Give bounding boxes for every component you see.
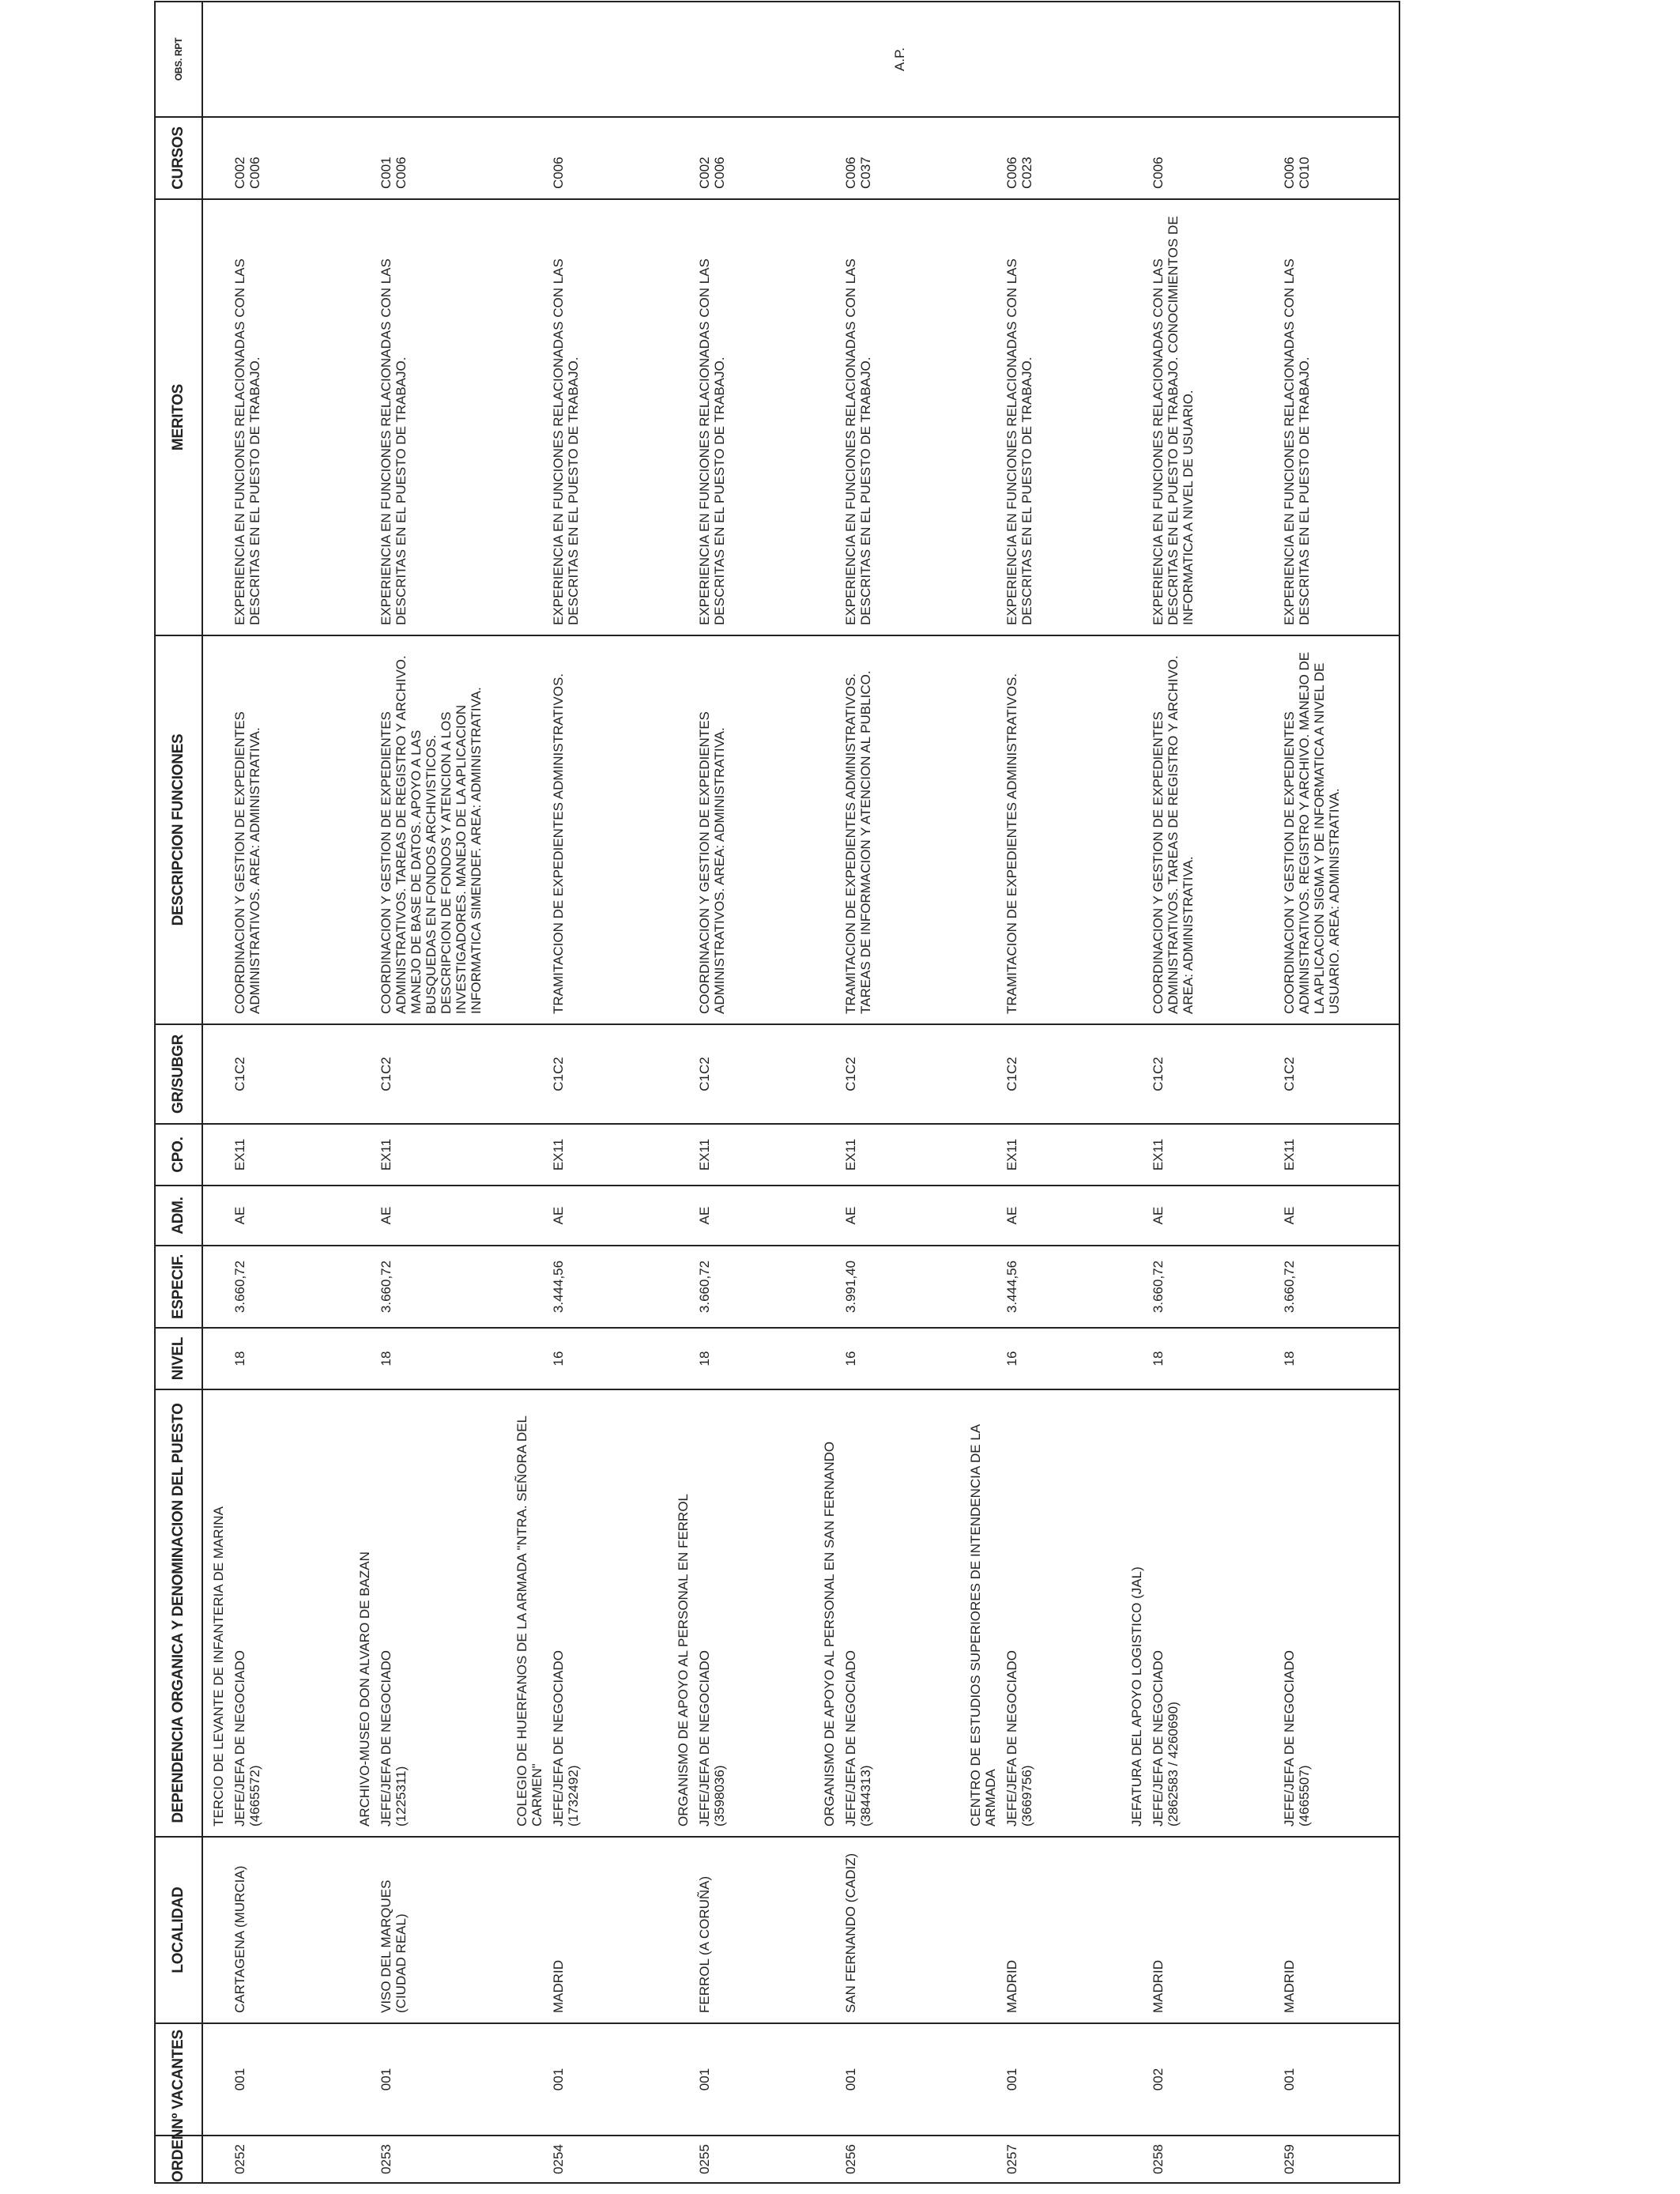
puesto-name: JEFE/JEFA DE NEGOCIADO [232, 1650, 247, 1826]
table-row [694, 2, 814, 2183]
especif-cell: 3.660,72 [694, 1246, 814, 1328]
empty-cell [507, 199, 548, 635]
puesto-cell [1001, 1389, 1121, 1837]
descripcion-cell: TRAMITACION DE EXPEDIENTES ADMINISTRATIVOS. TAREAS DE INFORMACION Y ATENCION AL PUBLICO. [840, 635, 960, 1024]
empty-cell [960, 199, 1001, 635]
header-localidad: LOCALIDAD [155, 1837, 202, 2023]
localidad-cell: VISO DEL MARQUES (CIUDAD REAL) [375, 1837, 507, 2023]
empty-cell [1121, 1024, 1147, 1124]
cursos-cell: C006 C023 [1001, 117, 1121, 199]
adm-cell: AE [840, 1186, 960, 1246]
vacantes-cell: 001 [1001, 2023, 1121, 2136]
group-row [349, 2, 375, 2183]
obs-cell [1147, 2, 1268, 117]
cursos-cell: C006 C037 [840, 117, 960, 199]
empty-cell [1268, 199, 1279, 635]
empty-cell [1268, 2136, 1279, 2183]
group-row [1121, 2, 1147, 2183]
puesto-name: JEFE/JEFA DE NEGOCIADO [1151, 1650, 1166, 1826]
adm-cell: AE [1279, 1186, 1399, 1246]
empty-cell [960, 1246, 1001, 1328]
especif-cell: 3.444,56 [1001, 1246, 1121, 1328]
grsubgr-cell: C1C2 [229, 1024, 349, 1124]
empty-cell [668, 1024, 694, 1124]
puesto-name: JEFE/JEFA DE NEGOCIADO [1282, 1650, 1297, 1826]
grsubgr-cell: C1C2 [840, 1024, 960, 1124]
puesto-cell [840, 1389, 960, 1837]
localidad-cell: MADRID [1147, 1837, 1268, 2023]
especif-cell: 3.660,72 [1279, 1246, 1399, 1328]
empty-cell [1121, 2136, 1147, 2183]
empty-cell [668, 2, 694, 117]
empty-cell [668, 117, 694, 199]
puesto-code: (1732492) [566, 1765, 581, 1826]
empty-cell [1268, 117, 1279, 199]
header-meritos: MERITOS [155, 199, 202, 635]
localidad-cell: CARTAGENA (MURCIA) [229, 1837, 349, 2023]
empty-cell [1268, 1186, 1279, 1246]
dependency-name: COLEGIO DE HUERFANOS DE LA ARMADA "NTRA. SEÑORA DEL CARMEN" [507, 1389, 548, 1837]
table-row [548, 2, 668, 2183]
empty-cell [202, 2, 229, 117]
especif-cell: 3.660,72 [229, 1246, 349, 1328]
meritos-cell: EXPERIENCIA EN FUNCIONES RELACIONADAS CON LAS DESCRITAS EN EL PUESTO DE TRABAJO. [229, 199, 349, 635]
vacantes-cell: 001 [375, 2023, 507, 2136]
group-row [668, 2, 694, 2183]
adm-cell: AE [1001, 1186, 1121, 1246]
puesto-cell [229, 1389, 349, 1837]
puesto-code: (3844313) [858, 1765, 873, 1826]
empty-cell [202, 1328, 229, 1389]
meritos-cell: EXPERIENCIA EN FUNCIONES RELACIONADAS CON LAS DESCRITAS EN EL PUESTO DE TRABAJO. [548, 199, 668, 635]
nivel-cell: 16 [548, 1328, 668, 1389]
empty-cell [1121, 1246, 1147, 1328]
empty-cell [814, 117, 840, 199]
empty-cell [202, 635, 229, 1024]
especif-cell: 3.660,72 [375, 1246, 507, 1328]
empty-cell [1268, 2, 1279, 117]
grsubgr-cell: C1C2 [1279, 1024, 1399, 1124]
empty-cell [202, 117, 229, 199]
empty-cell [507, 1124, 548, 1186]
empty-cell [1121, 2, 1147, 117]
empty-cell [1121, 1328, 1147, 1389]
dependency-name: ARCHIVO-MUSEO DON ALVARO DE BAZAN [349, 1389, 375, 1837]
empty-cell [814, 1124, 840, 1186]
descripcion-cell: COORDINACION Y GESTION DE EXPEDIENTES ADMINISTRATIVOS. TAREAS DE REGISTRO Y ARCHIVO. MANEJO DE BASE DE DATOS. APOYO A LAS BUSQUEDAS EN FONDOS ARCHIVISTICOS. DESCRIPCION DE FONDOS Y ATENCION A LOS INVESTIGADORES. MANEJO DE LA APLICACION INFORMATICA SIMENDEF. AREA: ADMINISTRATIVA. [375, 635, 507, 1024]
empty-cell [1268, 635, 1279, 1024]
puesto-code: (1225311) [394, 1766, 409, 1826]
descripcion-cell: COORDINACION Y GESTION DE EXPEDIENTES ADMINISTRATIVOS. REGISTRO Y ARCHIVO. MANEJO DE LA APLICACION SIGMA Y DE INFORMATICA A NIVEL DE USUARIO. AREA: ADMINISTRATIVA. [1279, 635, 1399, 1024]
empty-cell [668, 199, 694, 635]
empty-cell [1121, 1124, 1147, 1186]
cpo-cell: EX11 [229, 1124, 349, 1186]
puesto-name: JEFE/JEFA DE NEGOCIADO [551, 1650, 566, 1826]
obs-cell [375, 2, 507, 117]
header-cpo: CPO. [155, 1124, 202, 1186]
grsubgr-cell: C1C2 [1001, 1024, 1121, 1124]
cpo-cell: EX11 [548, 1124, 668, 1186]
empty-cell [960, 117, 1001, 199]
empty-cell [202, 1837, 229, 2023]
header-descripcion: DESCRIPCION FUNCIONES [155, 635, 202, 1024]
empty-cell [349, 1124, 375, 1186]
nivel-cell: 18 [1279, 1328, 1399, 1389]
empty-cell [814, 1186, 840, 1246]
header-nivel: NIVEL [155, 1328, 202, 1389]
cursos-cell: C002 C006 [229, 117, 349, 199]
empty-cell [1268, 1837, 1279, 2023]
header-vacantes: Nº VACANTES [155, 2023, 202, 2136]
puesto-cell [694, 1389, 814, 1837]
empty-cell [349, 199, 375, 635]
empty-cell [349, 1246, 375, 1328]
vacancies-table-sheet [154, 2, 1403, 2184]
meritos-cell: EXPERIENCIA EN FUNCIONES RELACIONADAS CON LAS DESCRITAS EN EL PUESTO DE TRABAJO. [1001, 199, 1121, 635]
puesto-cell [1147, 1389, 1268, 1837]
empty-cell [1268, 2023, 1279, 2136]
empty-cell [814, 1246, 840, 1328]
empty-cell [814, 1837, 840, 2023]
nivel-cell: 18 [229, 1328, 349, 1389]
empty-cell [1268, 1328, 1279, 1389]
empty-cell [507, 1186, 548, 1246]
localidad-cell: MADRID [548, 1837, 668, 2023]
empty-cell [202, 1124, 229, 1186]
meritos-cell: EXPERIENCIA EN FUNCIONES RELACIONADAS CON LAS DESCRITAS EN EL PUESTO DE TRABAJO. CONOCIMIENTOS DE INFORMATICA A NIVEL DE USUARIO. [1147, 199, 1268, 635]
header-dependencia: DEPENDENCIA ORGANICA Y DENOMINACION DEL PUESTO [155, 1389, 202, 1837]
orden-cell: 0258 [1147, 2136, 1268, 2183]
nivel-cell: 18 [1147, 1328, 1268, 1389]
cpo-cell: EX11 [1279, 1124, 1399, 1186]
especif-cell: 3.660,72 [1147, 1246, 1268, 1328]
empty-cell [202, 2023, 229, 2136]
grsubgr-cell: C1C2 [1147, 1024, 1268, 1124]
table-row [1279, 2, 1399, 2183]
cpo-cell: EX11 [1147, 1124, 1268, 1186]
localidad-cell: MADRID [1279, 1837, 1399, 2023]
table-row [840, 2, 960, 2183]
empty-cell [960, 2023, 1001, 2136]
empty-cell [1121, 635, 1147, 1024]
empty-cell [202, 1186, 229, 1246]
cpo-cell: EX11 [1001, 1124, 1121, 1186]
descripcion-cell: COORDINACION Y GESTION DE EXPEDIENTES ADMINISTRATIVOS. TAREAS DE REGISTRO Y ARCHIVO. AREA: ADMINISTRATIVA. [1147, 635, 1268, 1024]
puesto-code: (4665572) [247, 1765, 262, 1826]
puesto-name: JEFE/JEFA DE NEGOCIADO [1004, 1650, 1019, 1826]
header-adm: ADM. [155, 1186, 202, 1246]
dependency-name: JEFATURA DEL APOYO LOGISTICO (JAL) [1121, 1389, 1147, 1837]
meritos-cell: EXPERIENCIA EN FUNCIONES RELACIONADAS CON LAS DESCRITAS EN EL PUESTO DE TRABAJO. [375, 199, 507, 635]
nivel-cell: 18 [694, 1328, 814, 1389]
meritos-cell: EXPERIENCIA EN FUNCIONES RELACIONADAS CON LAS DESCRITAS EN EL PUESTO DE TRABAJO. [694, 199, 814, 635]
adm-cell: AE [1147, 1186, 1268, 1246]
table-header-row [155, 2, 202, 2183]
empty-cell [960, 635, 1001, 1024]
dependency-name: TERCIO DE LEVANTE DE INFANTERIA DE MARINA [202, 1389, 229, 1837]
group-row [960, 2, 1001, 2183]
puesto-cell [375, 1389, 507, 1837]
puesto-name: JEFE/JEFA DE NEGOCIADO [843, 1650, 858, 1826]
puesto-name: JEFE/JEFA DE NEGOCIADO [697, 1650, 712, 1826]
empty-cell [1268, 1124, 1279, 1186]
obs-cell [229, 2, 349, 117]
table-row [375, 2, 507, 2183]
empty-cell [668, 1837, 694, 2023]
obs-cell: A.P. [840, 2, 960, 117]
empty-cell [1121, 199, 1147, 635]
group-row [1268, 2, 1279, 2183]
obs-cell [1279, 2, 1399, 117]
vacantes-cell: 002 [1147, 2023, 1268, 2136]
cursos-cell: C001 C006 [375, 117, 507, 199]
obs-cell [1001, 2, 1121, 117]
empty-cell [1121, 1186, 1147, 1246]
dependency-name: ORGANISMO DE APOYO AL PERSONAL EN SAN FERNANDO [814, 1389, 840, 1837]
empty-cell [349, 117, 375, 199]
grsubgr-cell: C1C2 [694, 1024, 814, 1124]
vacantes-cell: 001 [548, 2023, 668, 2136]
puesto-code: (3598036) [712, 1765, 727, 1826]
adm-cell: AE [548, 1186, 668, 1246]
empty-cell [960, 1837, 1001, 2023]
descripcion-cell: TRAMITACION DE EXPEDIENTES ADMINISTRATIVOS. [1001, 635, 1121, 1024]
puesto-cell [1279, 1389, 1399, 1837]
puesto-code: (2862583 / 4260690) [1166, 1702, 1181, 1826]
grsubgr-cell: C1C2 [375, 1024, 507, 1124]
table-row [229, 2, 349, 2183]
empty-cell [1121, 117, 1147, 199]
empty-cell [1268, 1024, 1279, 1124]
header-obs: OBS. RPT [155, 2, 202, 117]
orden-cell: 0254 [548, 2136, 668, 2183]
cursos-cell: C006 [548, 117, 668, 199]
meritos-cell: EXPERIENCIA EN FUNCIONES RELACIONADAS CON LAS DESCRITAS EN EL PUESTO DE TRABAJO. [1279, 199, 1399, 635]
vacancies-table [154, 1, 1400, 2184]
empty-cell [668, 1328, 694, 1389]
puesto-code: (4665507) [1297, 1765, 1312, 1826]
empty-cell [668, 1186, 694, 1246]
puesto-name: JEFE/JEFA DE NEGOCIADO [379, 1650, 394, 1826]
empty-cell [1121, 2023, 1147, 2136]
nivel-cell: 16 [840, 1328, 960, 1389]
puesto-code: (3669756) [1019, 1765, 1034, 1826]
empty-cell [349, 2, 375, 117]
adm-cell: AE [694, 1186, 814, 1246]
cpo-cell: EX11 [840, 1124, 960, 1186]
empty-cell [960, 2, 1001, 117]
localidad-cell: FERROL (A CORUÑA) [694, 1837, 814, 2023]
table-body [202, 2, 1399, 2183]
empty-cell [202, 1024, 229, 1124]
especif-cell: 3.991,40 [840, 1246, 960, 1328]
empty-cell [349, 1328, 375, 1389]
cursos-cell: C002 C006 [694, 117, 814, 199]
descripcion-cell: COORDINACION Y GESTION DE EXPEDIENTES ADMINISTRATIVOS. AREA: ADMINISTRATIVA. [229, 635, 349, 1024]
empty-cell [814, 1328, 840, 1389]
localidad-cell: MADRID [1001, 1837, 1121, 2023]
empty-cell [960, 1186, 1001, 1246]
dependency-name [1268, 1389, 1279, 1837]
cursos-cell: C006 C010 [1279, 117, 1399, 199]
empty-cell [960, 1124, 1001, 1186]
empty-cell [960, 2136, 1001, 2183]
vacantes-cell: 001 [840, 2023, 960, 2136]
meritos-cell: EXPERIENCIA EN FUNCIONES RELACIONADAS CON LAS DESCRITAS EN EL PUESTO DE TRABAJO. [840, 199, 960, 635]
dependency-name: CENTRO DE ESTUDIOS SUPERIORES DE INTENDENCIA DE LA ARMADA [960, 1389, 1001, 1837]
empty-cell [202, 199, 229, 635]
empty-cell [668, 2136, 694, 2183]
table-row [1147, 2, 1268, 2183]
obs-cell [694, 2, 814, 117]
empty-cell [814, 2136, 840, 2183]
cpo-cell: EX11 [694, 1124, 814, 1186]
localidad-cell: SAN FERNANDO (CADIZ) [840, 1837, 960, 2023]
empty-cell [507, 1024, 548, 1124]
orden-cell: 0253 [375, 2136, 507, 2183]
empty-cell [814, 199, 840, 635]
empty-cell [507, 2136, 548, 2183]
header-especif: ESPECIF. [155, 1246, 202, 1328]
vacantes-cell: 001 [694, 2023, 814, 2136]
cursos-cell: C006 [1147, 117, 1268, 199]
nivel-cell: 16 [1001, 1328, 1121, 1389]
empty-cell [507, 2, 548, 117]
adm-cell: AE [375, 1186, 507, 1246]
empty-cell [668, 1124, 694, 1186]
empty-cell [814, 2, 840, 117]
empty-cell [349, 1186, 375, 1246]
obs-cell [548, 2, 668, 117]
descripcion-cell: TRAMITACION DE EXPEDIENTES ADMINISTRATIVOS. [548, 635, 668, 1024]
empty-cell [507, 1837, 548, 2023]
empty-cell [668, 1246, 694, 1328]
grsubgr-cell: C1C2 [548, 1024, 668, 1124]
nivel-cell: 18 [375, 1328, 507, 1389]
empty-cell [1121, 1837, 1147, 2023]
header-orden: ORDEN [155, 2136, 202, 2183]
puesto-cell [548, 1389, 668, 1837]
vacantes-cell: 001 [1279, 2023, 1399, 2136]
orden-cell: 0256 [840, 2136, 960, 2183]
empty-cell [349, 635, 375, 1024]
group-row [814, 2, 840, 2183]
empty-cell [349, 2136, 375, 2183]
group-row [202, 2, 229, 2183]
empty-cell [507, 1328, 548, 1389]
vacantes-cell: 001 [229, 2023, 349, 2136]
empty-cell [1268, 1246, 1279, 1328]
empty-cell [349, 2023, 375, 2136]
empty-cell [814, 2023, 840, 2136]
especif-cell: 3.444,56 [548, 1246, 668, 1328]
descripcion-cell: COORDINACION Y GESTION DE EXPEDIENTES ADMINISTRATIVOS. AREA: ADMINISTRATIVA. [694, 635, 814, 1024]
empty-cell [202, 2136, 229, 2183]
table-row [1001, 2, 1121, 2183]
empty-cell [507, 635, 548, 1024]
empty-cell [668, 635, 694, 1024]
empty-cell [960, 1328, 1001, 1389]
empty-cell [668, 2023, 694, 2136]
adm-cell: AE [229, 1186, 349, 1246]
empty-cell [960, 1024, 1001, 1124]
dependency-name: ORGANISMO DE APOYO AL PERSONAL EN FERROL [668, 1389, 694, 1837]
cpo-cell: EX11 [375, 1124, 507, 1186]
header-cursos: CURSOS [155, 117, 202, 199]
orden-cell: 0259 [1279, 2136, 1399, 2183]
empty-cell [507, 2023, 548, 2136]
orden-cell: 0252 [229, 2136, 349, 2183]
empty-cell [507, 1246, 548, 1328]
empty-cell [507, 117, 548, 199]
empty-cell [814, 635, 840, 1024]
orden-cell: 0257 [1001, 2136, 1121, 2183]
header-grsubgr: GR/SUBGR [155, 1024, 202, 1124]
empty-cell [202, 1246, 229, 1328]
empty-cell [814, 1024, 840, 1124]
group-row [507, 2, 548, 2183]
empty-cell [349, 1837, 375, 2023]
orden-cell: 0255 [694, 2136, 814, 2183]
empty-cell [349, 1024, 375, 1124]
